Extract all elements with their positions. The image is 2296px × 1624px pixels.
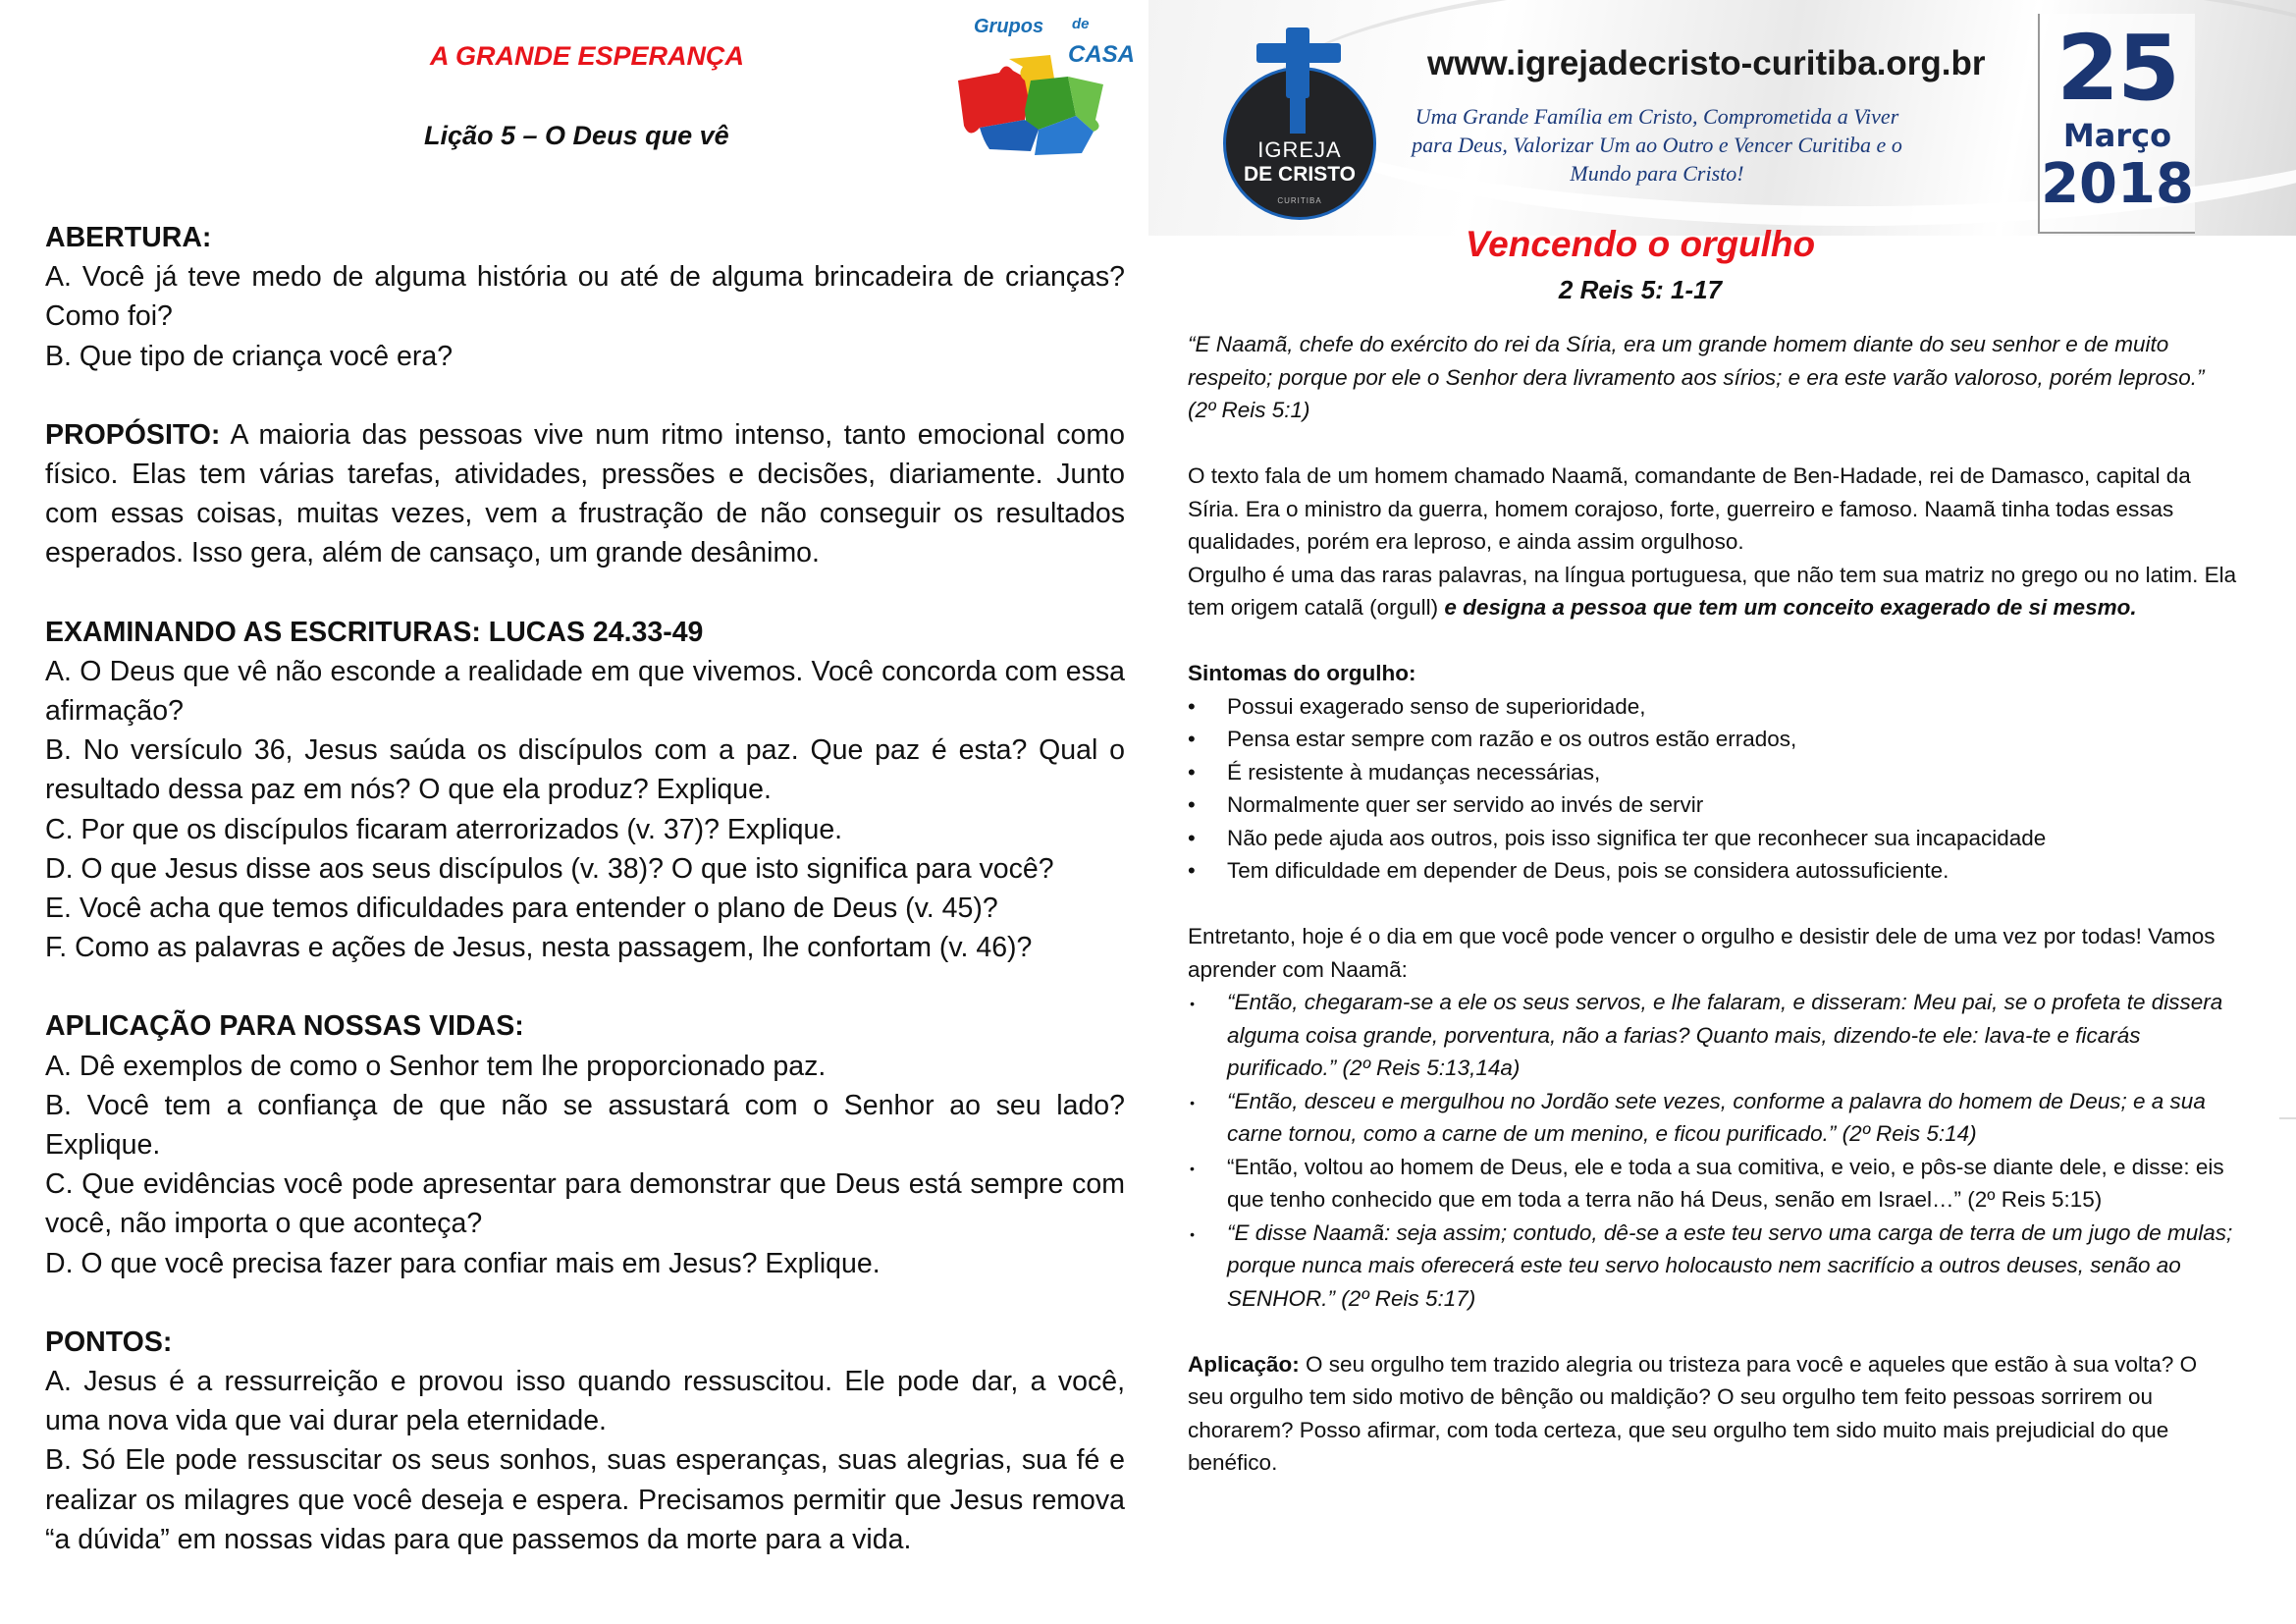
list-item: C. Que evidências você pode apresentar para demonstrar que Deus está sempre com você, não importa o que aconteça? [45, 1168, 1125, 1240]
logo-text-de-cristo: DE CRISTO [1244, 163, 1356, 186]
list-item: D. O que Jesus disse aos seus discípulos (v. 38)? O que isto significa para você? [45, 852, 1054, 885]
section-examinando [45, 613, 1125, 968]
logo-text-curitiba: CURITIBA [1277, 196, 1322, 205]
intro-text: Orgulho é uma das raras palavras, na língua portuguesa, que não tem sua matriz no grego ou no latim. Ela tem origem catalã (orgull) [1188, 562, 2237, 620]
puzzle-icon [940, 51, 1137, 159]
sintomas-heading: Sintomas do orgulho: [1188, 661, 1416, 685]
aplicacao-paragraph [1188, 1348, 2238, 1480]
logo-text-casa: CASA [1068, 41, 1136, 68]
list-item: • Normalmente quer ser servido ao invés de servir [1188, 788, 2238, 822]
list-item: A. O Deus que vê não esconde a realidade em que vivemos. Você concorda com essa afirmação? [45, 655, 1125, 728]
list-item: D. O que você precisa fazer para confiar mais em Jesus? Explique. [45, 1247, 881, 1279]
section-proposito [45, 415, 1125, 573]
list-item: B. Que tipo de criança você era? [45, 340, 454, 372]
proposito-heading: PROPÓSITO: [45, 418, 221, 451]
series-title: A GRANDE ESPERANÇA [430, 41, 745, 71]
list-item: A. Dê exemplos de como o Senhor tem lhe proporcionado paz. [45, 1050, 827, 1082]
aplicacao-label: Aplicação: [1188, 1351, 1300, 1377]
list-item: C. Por que os discípulos ficaram aterrorizados (v. 37)? Explique. [45, 813, 843, 845]
quote-item: • “Então, voltou ao homem de Deus, ele e toda a sua comitiva, e veio, e pôs-se diante dele, e disse: eis que tenho conhecido que em toda a terra não há Deus, senão em Israel…” (2º Reis 5:15) [1188, 1151, 2238, 1217]
list-item: • Pensa estar sempre com razão e os outros estão errados, [1188, 723, 2238, 756]
sintomas-list [1188, 690, 2238, 888]
date-box [2038, 14, 2195, 234]
quotes-list [1188, 986, 2238, 1315]
proposito-paragraph [45, 415, 1125, 573]
logo-text-grupos: Grupos [974, 16, 1044, 37]
list-item: A. Você já teve medo de alguma história ou até de alguma brincadeira de crianças? Como foi? [45, 261, 1125, 333]
church-motto: Uma Grande Família em Cristo, Comprometida a Viver para Deus, Valorizar Um ao Outro e Vencer Curitiba e o Mundo para Cristo! [1412, 104, 1902, 186]
examinando-heading: EXAMINANDO AS ESCRITURAS: LUCAS 24.33-49 [45, 616, 704, 648]
list-item: B. No versículo 36, Jesus saúda os discípulos com a paz. Que paz é esta? Qual o resultado dessa paz em nós? O que ela produz? Explique. [45, 734, 1125, 806]
intro-emphasis: e designa a pessoa que tem um conceito exagerado de si mesmo. [1444, 595, 2137, 620]
list-item: A. Jesus é a ressurreição e provou isso quando ressuscitou. Ele pode dar, a você, uma nova vida que vai durar pela eternidade. [45, 1366, 1125, 1437]
quote-item: • “E disse Naamã: seja assim; contudo, dê-se a este teu servo uma carga de terra de um jugo de mulas; porque nunca mais oferecerá este teu servo holocausto nem sacrifício a outros deuses, senão ao SENHOR.” (2º Reis 5:17) [1188, 1217, 2238, 1316]
section-abertura [45, 218, 1125, 376]
cross-stem [1290, 86, 1306, 134]
entretanto-paragraph: Entretanto, hoje é o dia em que você pode vencer o orgulho e desistir dele de uma vez por todas! Vamos aprender com Naamã: [1188, 924, 2216, 982]
section-aplicacao [45, 1006, 1125, 1282]
quote-item: • “Então, desceu e mergulhou no Jordão sete vezes, conforme a palavra do homem de Deus; e a sua carne tornou, como a carne de um menino, e ficou purificado.” (2º Reis 5:14) [1188, 1085, 2238, 1151]
aplicacao-text: O seu orgulho tem trazido alegria ou tristeza para você e aqueles que estão à sua volta? O seu orgulho tem sido motivo de bênção ou maldição? O seu orgulho tem feito pessoas sorrirem ou chorarem? Posso afirmar, com toda certeza, que seu orgulho tem sido muito mais prejudicial do que benéfico. [1188, 1351, 2198, 1475]
cross-arm [1256, 43, 1341, 63]
igreja-de-cristo-logo [1221, 27, 1378, 229]
sermon-reference: 2 Reis 5: 1-17 [1558, 275, 1723, 304]
sermon-title: Vencendo o orgulho [1465, 224, 1816, 264]
grupos-de-casa-logo [940, 12, 1137, 159]
lesson-body [45, 218, 1125, 1559]
intro-paragraph-2 [1188, 559, 2238, 624]
proposito-text: A maioria das pessoas vive num ritmo intenso, tanto emocional como físico. Elas tem várias tarefas, atividades, pressões e decisões, diariamente. Junto com essas coisas, muitas vezes, vem a frustração de não conseguir os resultados esperados. Isso gera, além de cansaço, um grande desânimo. [45, 418, 1125, 569]
logo-text-igreja: IGREJA [1257, 137, 1342, 162]
section-pontos [45, 1323, 1125, 1559]
date-year: 2018 [2041, 152, 2194, 216]
list-item: • É resistente à mudanças necessárias, [1188, 756, 2238, 789]
list-item: B. Só Ele pode ressuscitar os seus sonhos, suas esperanças, suas alegrias, sua fé e realizar os milagres que você deseja e espera. Precisamos permitir que Jesus remova “a dúvida” em nossas vidas para que passemos da morte para a vida. [45, 1444, 1125, 1555]
site-url: www.igrejadecristo-curitiba.org.br [1427, 44, 1986, 82]
list-item: • Tem dificuldade em depender de Deus, pois se considera autossuficiente. [1188, 854, 2238, 888]
list-item: • Possui exagerado senso de superioridade, [1188, 690, 2238, 724]
intro-paragraph-1: O texto fala de um homem chamado Naamã, comandante de Ben-Hadade, rei de Damasco, capital da Síria. Era o ministro da guerra, homem corajoso, forte, guerreiro e famoso. Naamã tinha todas essas qualidades, porém era leproso, e ainda assim orgulhoso. [1188, 463, 2191, 554]
epigraph-quote: “E Naamã, chefe do exército do rei da Síria, era um grande homem diante do seu senhor e de muito respeito; porque por ele o Senhor dera livramento aos sírios; e era este varão valoroso, porém leproso.” (2º Reis 5:1) [1188, 332, 2205, 422]
lesson-title: Lição 5 – O Deus que vê [424, 121, 729, 150]
date-day: 25 [2056, 16, 2179, 121]
list-item: E. Você acha que temos dificuldades para entender o plano de Deus (v. 45)? [45, 893, 998, 925]
date-month: Março [2062, 117, 2172, 154]
right-page [1148, 0, 2296, 1624]
list-item: F. Como as palavras e ações de Jesus, nesta passagem, lhe confortam (v. 46)? [45, 932, 1033, 964]
aplicacao-heading: APLICAÇÃO PARA NOSSAS VIDAS: [45, 1010, 524, 1043]
sermon-body [1188, 328, 2238, 1480]
pontos-heading: PONTOS: [45, 1326, 173, 1358]
logo-text-de: de [1072, 16, 1090, 32]
list-item: B. Você tem a confiança de que não se assustará com o Senhor ao seu lado? Explique. [45, 1089, 1125, 1162]
list-item: • Não pede ajuda aos outros, pois isso significa ter que reconhecer sua incapacidade [1188, 822, 2238, 855]
quote-item: • “Então, chegaram-se a ele os seus servos, e lhe falaram, e disseram: Meu pai, se o profeta te dissera alguma coisa grande, porventura, não a farias? Quanto mais, dizendo-te ele: lava-te e ficarás purificado.” (2º Reis 5:13,14a) [1188, 986, 2238, 1085]
abertura-heading: ABERTURA: [45, 222, 212, 253]
page-edge-mark [2279, 1117, 2296, 1119]
